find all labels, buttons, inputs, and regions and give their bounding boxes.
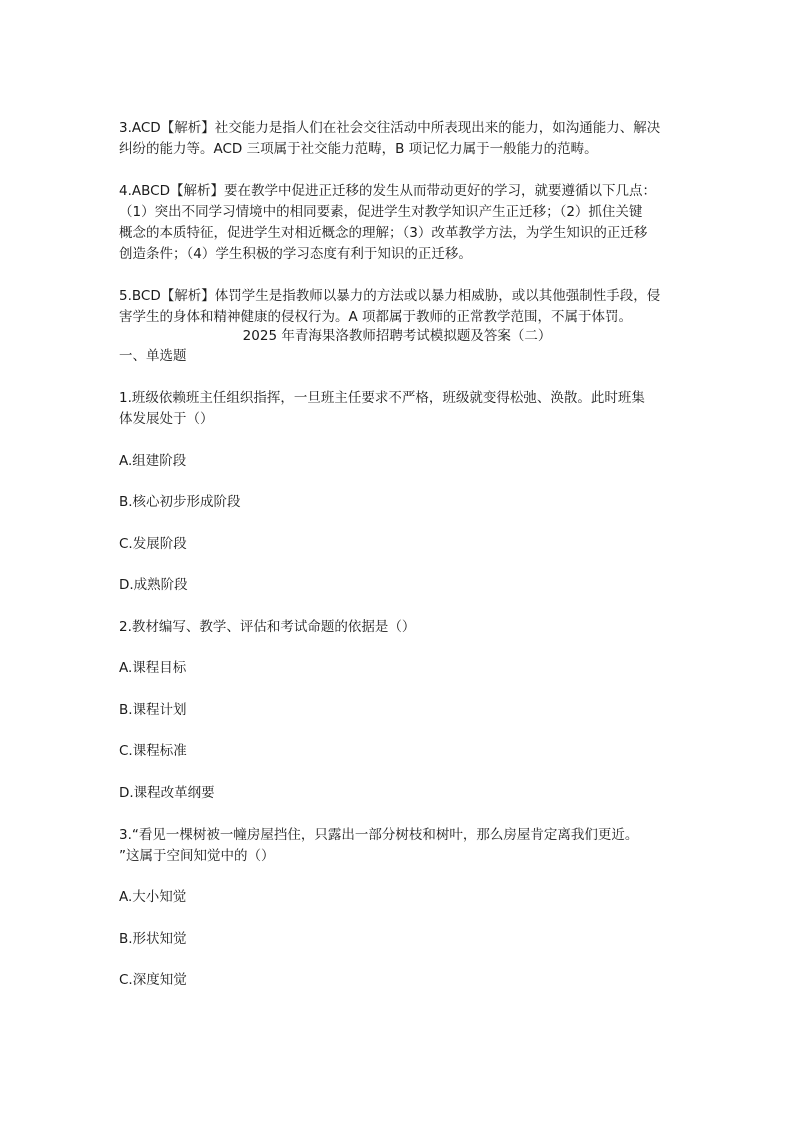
question-3 — [119, 825, 679, 867]
text-line: 3.ACD【解析】社交能力是指人们在社会交往活动中所表现出来的能力，如沟通能力、解决 — [119, 120, 661, 136]
option — [119, 534, 679, 555]
option — [119, 492, 679, 513]
option-text: C.发展阶段 — [119, 536, 187, 552]
option — [119, 929, 679, 950]
option — [119, 451, 679, 472]
section-label: 一、单选题 — [119, 348, 187, 364]
option-text: B.形状知觉 — [119, 931, 187, 947]
question-text: ”这属于空间知觉中的（） — [119, 848, 275, 864]
text-line: 概念的本质特征，促进学生对相近概念的理解；（3）改革教学方法，为学生知识的正迁移 — [119, 225, 648, 241]
analysis-4 — [119, 181, 679, 265]
text-line: 5.BCD【解析】体罚学生是指教师以暴力的方法或以暴力相威胁，或以其他强制性手段，侵 — [119, 288, 661, 304]
text-line: 创造条件；（4）学生积极的学习态度有利于知识的正迁移。 — [119, 246, 472, 262]
question-text: 体发展处于（） — [119, 411, 214, 427]
option-text: A.组建阶段 — [119, 453, 187, 469]
section-heading — [119, 346, 679, 367]
question-text: 2.教材编写、教学、评估和考试命题的依据是（） — [119, 619, 416, 635]
option — [119, 970, 679, 991]
text-line: 纠纷的能力等。ACD 三项属于社交能力范畴，B 项记忆力属于一般能力的范畴。 — [119, 141, 598, 157]
page-title: 2025 年青海果洛教师招聘考试模拟题及答案（二） — [242, 328, 552, 344]
analysis-5 — [119, 286, 679, 328]
option-text: B.核心初步形成阶段 — [119, 494, 241, 510]
option — [119, 658, 679, 679]
question-2 — [119, 617, 679, 638]
text-line: （1）突出不同学习情境中的相同要素，促进学生对教学知识产生正迁移；（2）抓住关键 — [119, 204, 643, 220]
option — [119, 575, 679, 596]
option-text: C.深度知觉 — [119, 972, 187, 988]
option-text: B.课程计划 — [119, 702, 187, 718]
option-text: D.成熟阶段 — [119, 577, 188, 593]
option — [119, 887, 679, 908]
option — [119, 700, 679, 721]
option-text: C.课程标准 — [119, 743, 187, 759]
option — [119, 741, 679, 762]
text-line: 4.ABCD【解析】要在教学中促进正迁移的发生从而带动更好的学习，就要遵循以下几点： — [119, 183, 656, 199]
option-text: D.课程改革纲要 — [119, 785, 215, 801]
analysis-3 — [119, 118, 679, 160]
text-line: 害学生的身体和精神健康的侵权行为。A 项都属于教师的正常教学范围，不属于体罚。 — [119, 309, 633, 325]
question-text: 1.班级依赖班主任组织指挥，一旦班主任要求不严格，班级就变得松弛、涣散。此时班集 — [119, 390, 645, 406]
option-text: A.大小知觉 — [119, 889, 187, 905]
option-text: A.课程目标 — [119, 660, 187, 676]
option — [119, 783, 679, 804]
question-1 — [119, 388, 679, 430]
question-text: 3.“看见一棵树被一幢房屋挡住，只露出一部分树枝和树叶，那么房屋肯定离我们更近。 — [119, 827, 639, 843]
